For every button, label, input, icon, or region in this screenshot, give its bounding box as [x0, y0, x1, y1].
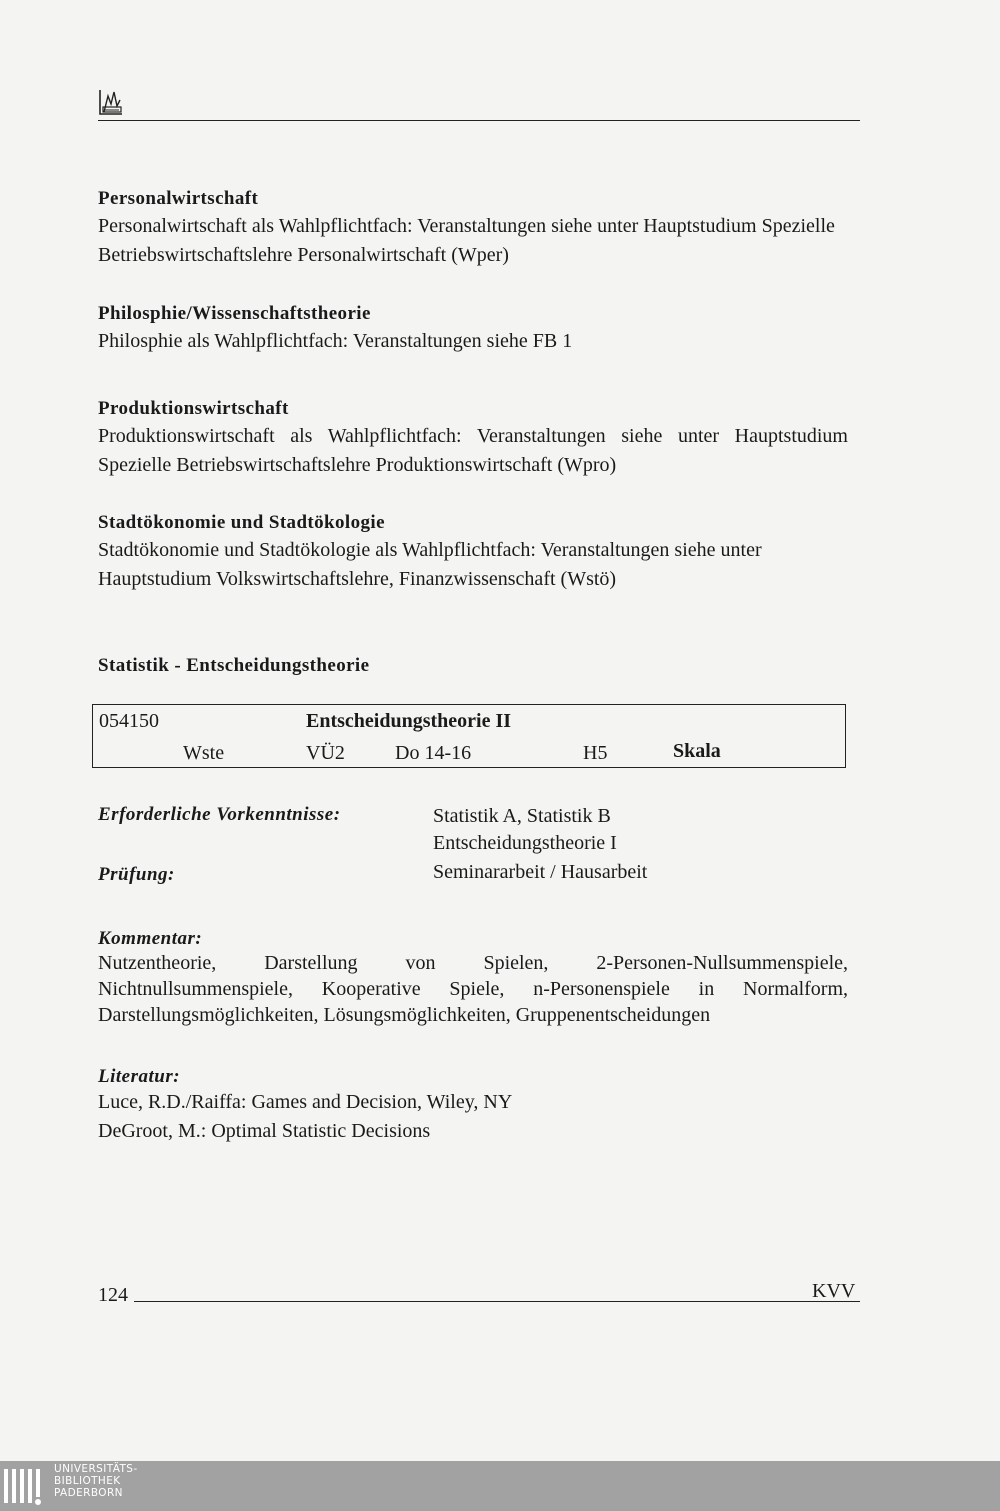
- section-title: Personalwirtschaft: [98, 188, 259, 209]
- library-name: [54, 1463, 138, 1499]
- prereq-value-2: Entscheidungstheorie I: [433, 832, 617, 854]
- comment-text: Nutzentheorie, Darstellung von Spielen, 2-Personen-Nullsummenspiele, Nichtnullsummenspiele, Kooperative Spiele, n-Personenspiele in Normalform, Darstellungsmöglichkeiten, Lösungsmöglichkeiten, Gruppenentscheidungen: [98, 952, 848, 1026]
- course-lecturer: Wste: [183, 742, 225, 764]
- comment-label: Kommentar:: [98, 928, 203, 949]
- section-statistik: [98, 653, 848, 679]
- course-type: VÜ2: [306, 742, 345, 764]
- section-produktionswirtschaft: [98, 396, 848, 480]
- document-short-title: KVV: [812, 1280, 856, 1302]
- section-stadtoekonomie: [98, 510, 848, 594]
- literature-label: Literatur:: [98, 1066, 181, 1087]
- literature-item: Luce, R.D./Raiffa: Games and Decision, Wiley, NY: [98, 1091, 513, 1113]
- faculty-logo-icon: [98, 86, 124, 116]
- literature-item: DeGroot, M.: Optimal Statistic Decisions: [98, 1120, 431, 1142]
- section-philosophie: [98, 301, 848, 356]
- literature-section: [98, 1066, 848, 1146]
- course-time: Do 14-16: [395, 742, 472, 764]
- section-text: Personalwirtschaft als Wahlpflichtfach: Veranstaltungen siehe unter Hauptstudium Spezielle Betriebswirtschaftslehre Personalwirtschaft (Wper): [98, 215, 835, 266]
- header-rule: [98, 120, 860, 121]
- course-number: 054150: [99, 710, 159, 732]
- prereq-value-1: Statistik A, Statistik B: [433, 805, 611, 827]
- course-extra: Skala: [673, 740, 721, 762]
- section-text: Philosphie als Wahlpflichtfach: Veranstaltungen siehe FB 1: [98, 330, 573, 352]
- section-title: Produktionswirtschaft: [98, 398, 289, 419]
- course-box: [92, 704, 846, 768]
- section-title: Philosphie/Wissenschaftstheorie: [98, 303, 371, 324]
- section-text: Stadtökonomie und Stadtökologie als Wahlpflichtfach: Veranstaltungen siehe unter Hauptstudium Volkswirtschaftslehre, Finanzwissenschaft (Wstö): [98, 539, 762, 590]
- section-title: Statistik - Entscheidungstheorie: [98, 655, 370, 676]
- section-text: Produktionswirtschaft als Wahlpflichtfach: Veranstaltungen siehe unter Hauptstudium Spezielle Betriebswirtschaftslehre Produktionswirtschaft (Wpro): [98, 425, 848, 476]
- library-name-line: PADERBORN: [54, 1487, 123, 1499]
- course-title: Entscheidungstheorie II: [306, 710, 512, 732]
- library-logo-icon: [2, 1465, 48, 1507]
- section-title: Stadtökonomie und Stadtökologie: [98, 512, 385, 533]
- library-footer: [0, 1461, 1000, 1511]
- comment-section: [98, 928, 848, 1028]
- footer-rule: [134, 1301, 860, 1302]
- library-name-line: BIBLIOTHEK: [54, 1475, 121, 1487]
- library-name-line: UNIVERSITÄTS-: [54, 1463, 138, 1475]
- exam-value: Seminararbeit / Hausarbeit: [433, 861, 648, 883]
- section-personalwirtschaft: [98, 186, 848, 270]
- page-number: 124: [98, 1284, 128, 1306]
- course-room: H5: [583, 742, 608, 764]
- exam-label: Prüfung:: [98, 864, 175, 885]
- prereq-label: Erforderliche Vorkenntnisse:: [98, 804, 341, 825]
